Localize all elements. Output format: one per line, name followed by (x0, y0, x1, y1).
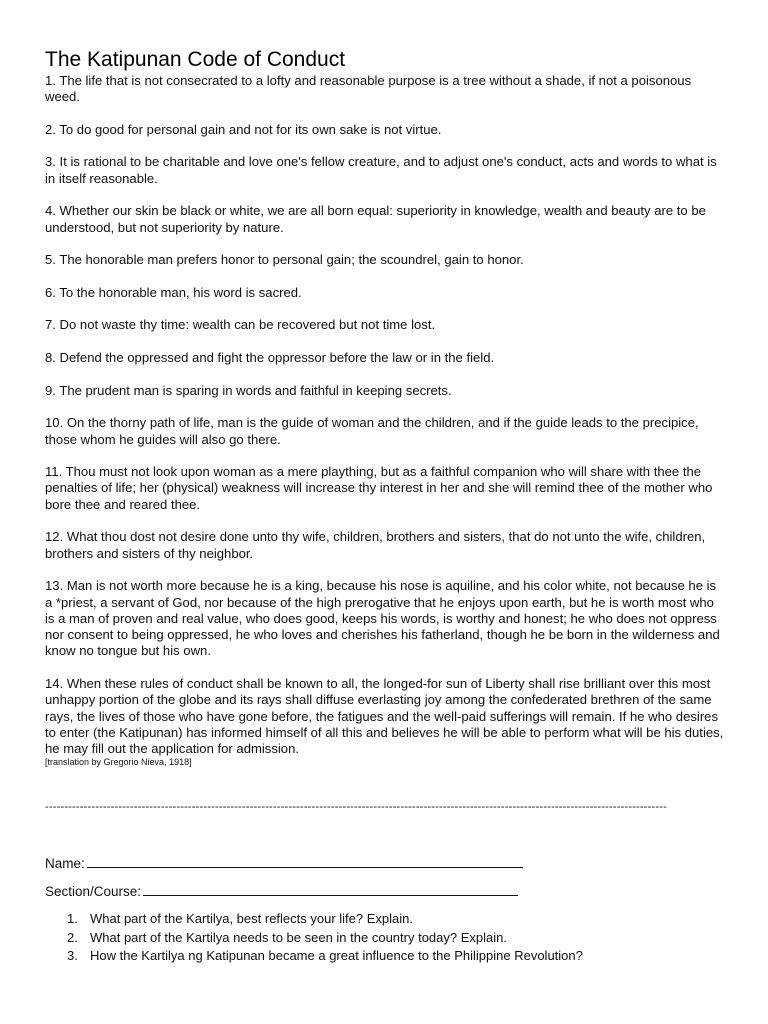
rule-10: 10. On the thorny path of life, man is the guide of woman and the children, and if the guide leads to the precipice, those whom he guides will also go there. (45, 415, 699, 447)
rule-8: 8. Defend the oppressed and fight the oppressor before the law or in the field. (45, 350, 495, 366)
list-item (67, 929, 583, 948)
rule-14: 14. When these rules of conduct shall be known to all, the longed-for sun of Liberty shall rise brilliant over this most unhappy portion of the globe and its rays shall diffuse everlasting joy among the confederated brethren of the same rays, the lives of those who have gone before, the fatigues and the well-paid sufferings will remain. If he who desires to enter (the Katipunan) has informed himself of all this and believes he will be able to perform what will be his duties, he may fill out the application for admission. (45, 675, 724, 757)
rule-5: 5. The honorable man prefers honor to personal gain; the scoundrel, gain to honor. (45, 252, 524, 268)
question-text: What part of the Kartilya needs to be seen in the country today? Explain. (90, 929, 507, 945)
cut-line-divider: ----------------------------------------------------------------------------------------------------------------------------------------------------------------- (45, 801, 667, 813)
translation-credit: [translation by Gregorio Nieva, 1918] (45, 757, 192, 768)
question-text: How the Kartilya ng Katipunan became a great influence to the Philippine Revolution? (90, 948, 583, 963)
rule-1: 1. The life that is not consecrated to a lofty and reasonable purpose is a tree without a shade, if not a poisonous weed. (45, 73, 692, 105)
page-title: The Katipunan Code of Conduct (45, 48, 346, 71)
question-text: What part of the Kartilya, best reflects your life? Explain. (90, 911, 413, 926)
rule-6: 6. To the honorable man, his word is sacred. (45, 284, 302, 300)
section-course-input-line[interactable] (143, 882, 518, 896)
question-list (67, 910, 583, 966)
rule-3: 3. It is rational to be charitable and love one's fellow creature, and to adjust one's conduct, acts and words to what is in itself reasonable. (45, 154, 717, 186)
name-label: Name: (45, 856, 85, 871)
name-input-line[interactable] (87, 854, 523, 868)
section-course-field (45, 882, 518, 901)
question-number: 1. (67, 911, 78, 926)
question-number: 2. (67, 929, 78, 945)
rule-11: 11. Thou must not look upon woman as a mere plaything, but as a faithful companion who will share with thee the penalties of life; her (physical) weakness will increase thy interest in her and she will remind thee of the mother who bore thee and reared thee. (45, 464, 713, 512)
question-number: 3. (67, 948, 78, 963)
rule-7: 7. Do not waste thy time: wealth can be recovered but not time lost. (45, 317, 436, 333)
rule-13: 13. Man is not worth more because he is a king, because his nose is aquiline, and his color white, not because he is a *priest, a servant of God, nor because of the high prerogative that he enjoys upon earth, but he is worth most who is a man of proven and real value, who does good, keeps his words, is worthy and honest; he who does not oppress nor consent to being oppressed, he who loves and cherishes his fatherland, though he be born in the wilderness and know no tongue but his own. (45, 578, 720, 659)
section-course-label: Section/Course: (45, 884, 142, 899)
rule-4: 4. Whether our skin be black or white, we are all born equal: superiority in knowledge, wealth and beauty are to be understood, but not superiority by nature. (45, 203, 706, 235)
list-item (67, 910, 583, 929)
rule-9: 9. The prudent man is sparing in words and faithful in keeping secrets. (45, 382, 452, 398)
list-item (67, 947, 583, 966)
rule-12: 12. What thou dost not desire done unto thy wife, children, brothers and sisters, that do not unto the wife, children, brothers and sisters of thy neighbor. (45, 529, 706, 561)
name-field (45, 854, 523, 873)
document-body (45, 48, 725, 768)
rule-2: 2. To do good for personal gain and not for its own sake is not virtue. (45, 121, 442, 137)
